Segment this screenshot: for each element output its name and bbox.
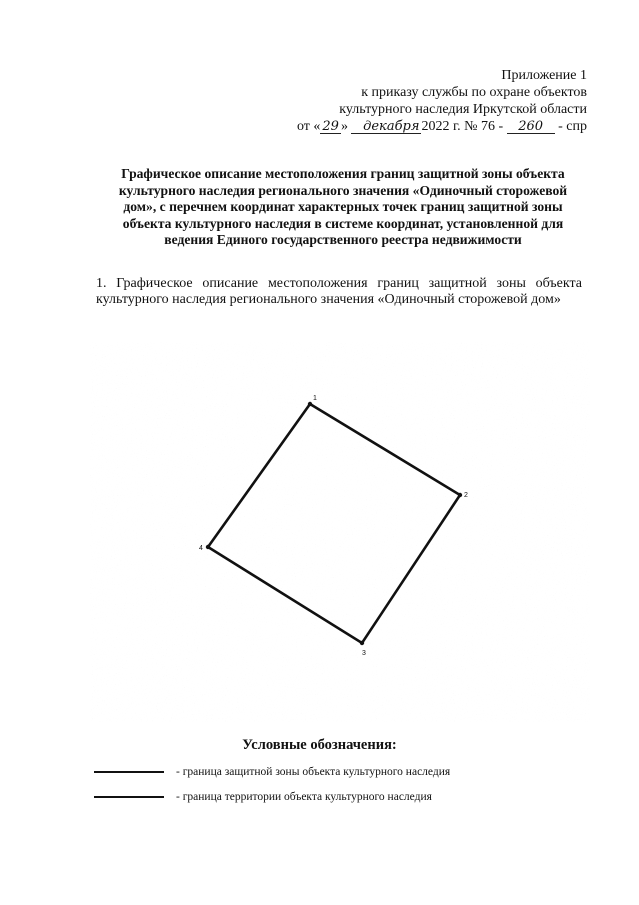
point-label-2: 2 bbox=[464, 492, 468, 499]
section-paragraph: 1. Графическое описание местоположения границ защитной зоны объекта культурного наследия регионального значения «Одиночный сторожевой дом» bbox=[96, 276, 582, 307]
legend-item-territory bbox=[94, 789, 432, 805]
map-texture bbox=[90, 342, 590, 722]
handwritten-number: 260 bbox=[507, 120, 555, 134]
point-label-3: 3 bbox=[362, 650, 366, 657]
legend-line-zone bbox=[94, 771, 164, 773]
boundary-point-3 bbox=[360, 641, 364, 645]
boundary-point-1 bbox=[308, 402, 312, 406]
handwritten-month: декабря bbox=[351, 120, 421, 134]
boundary-point-4 bbox=[206, 545, 210, 549]
date-mid: » bbox=[340, 119, 348, 134]
date-prefix: от « bbox=[296, 119, 321, 134]
legend-item-zone bbox=[94, 764, 450, 780]
agency-name: культурного наследия Иркутской области bbox=[339, 102, 587, 117]
appendix-header bbox=[297, 67, 587, 135]
number-suffix: - спр bbox=[558, 119, 587, 134]
point-label-1: 1 bbox=[313, 395, 317, 402]
order-reference: к приказу службы по охране объектов bbox=[361, 85, 587, 100]
point-label-4: 4 bbox=[199, 545, 203, 552]
legend-label-territory: - граница территории объекта культурного наследия bbox=[176, 791, 432, 803]
legend-label-zone: - граница защитной зоны объекта культурного наследия bbox=[176, 766, 451, 778]
order-date-line bbox=[297, 118, 587, 135]
legend-title: Условные обозначения: bbox=[242, 737, 397, 753]
legend-line-territory bbox=[94, 796, 164, 798]
year-text: 2022 г. № 76 - bbox=[421, 119, 504, 134]
document-title: Графическое описание местоположения границ защитной зоны объекта культурного наследия регионального значения «Одиночный сторожевой дом», с перечнем координат характерных точек границ защитной зоны объекта культурного наследия в системе координат, установленной для ведения Единого государственного реестра недвижимости bbox=[118, 166, 568, 247]
boundary-map bbox=[90, 342, 590, 722]
handwritten-day: 29 bbox=[322, 119, 339, 134]
boundary-point-2 bbox=[458, 493, 462, 497]
appendix-number: Приложение 1 bbox=[501, 68, 587, 83]
